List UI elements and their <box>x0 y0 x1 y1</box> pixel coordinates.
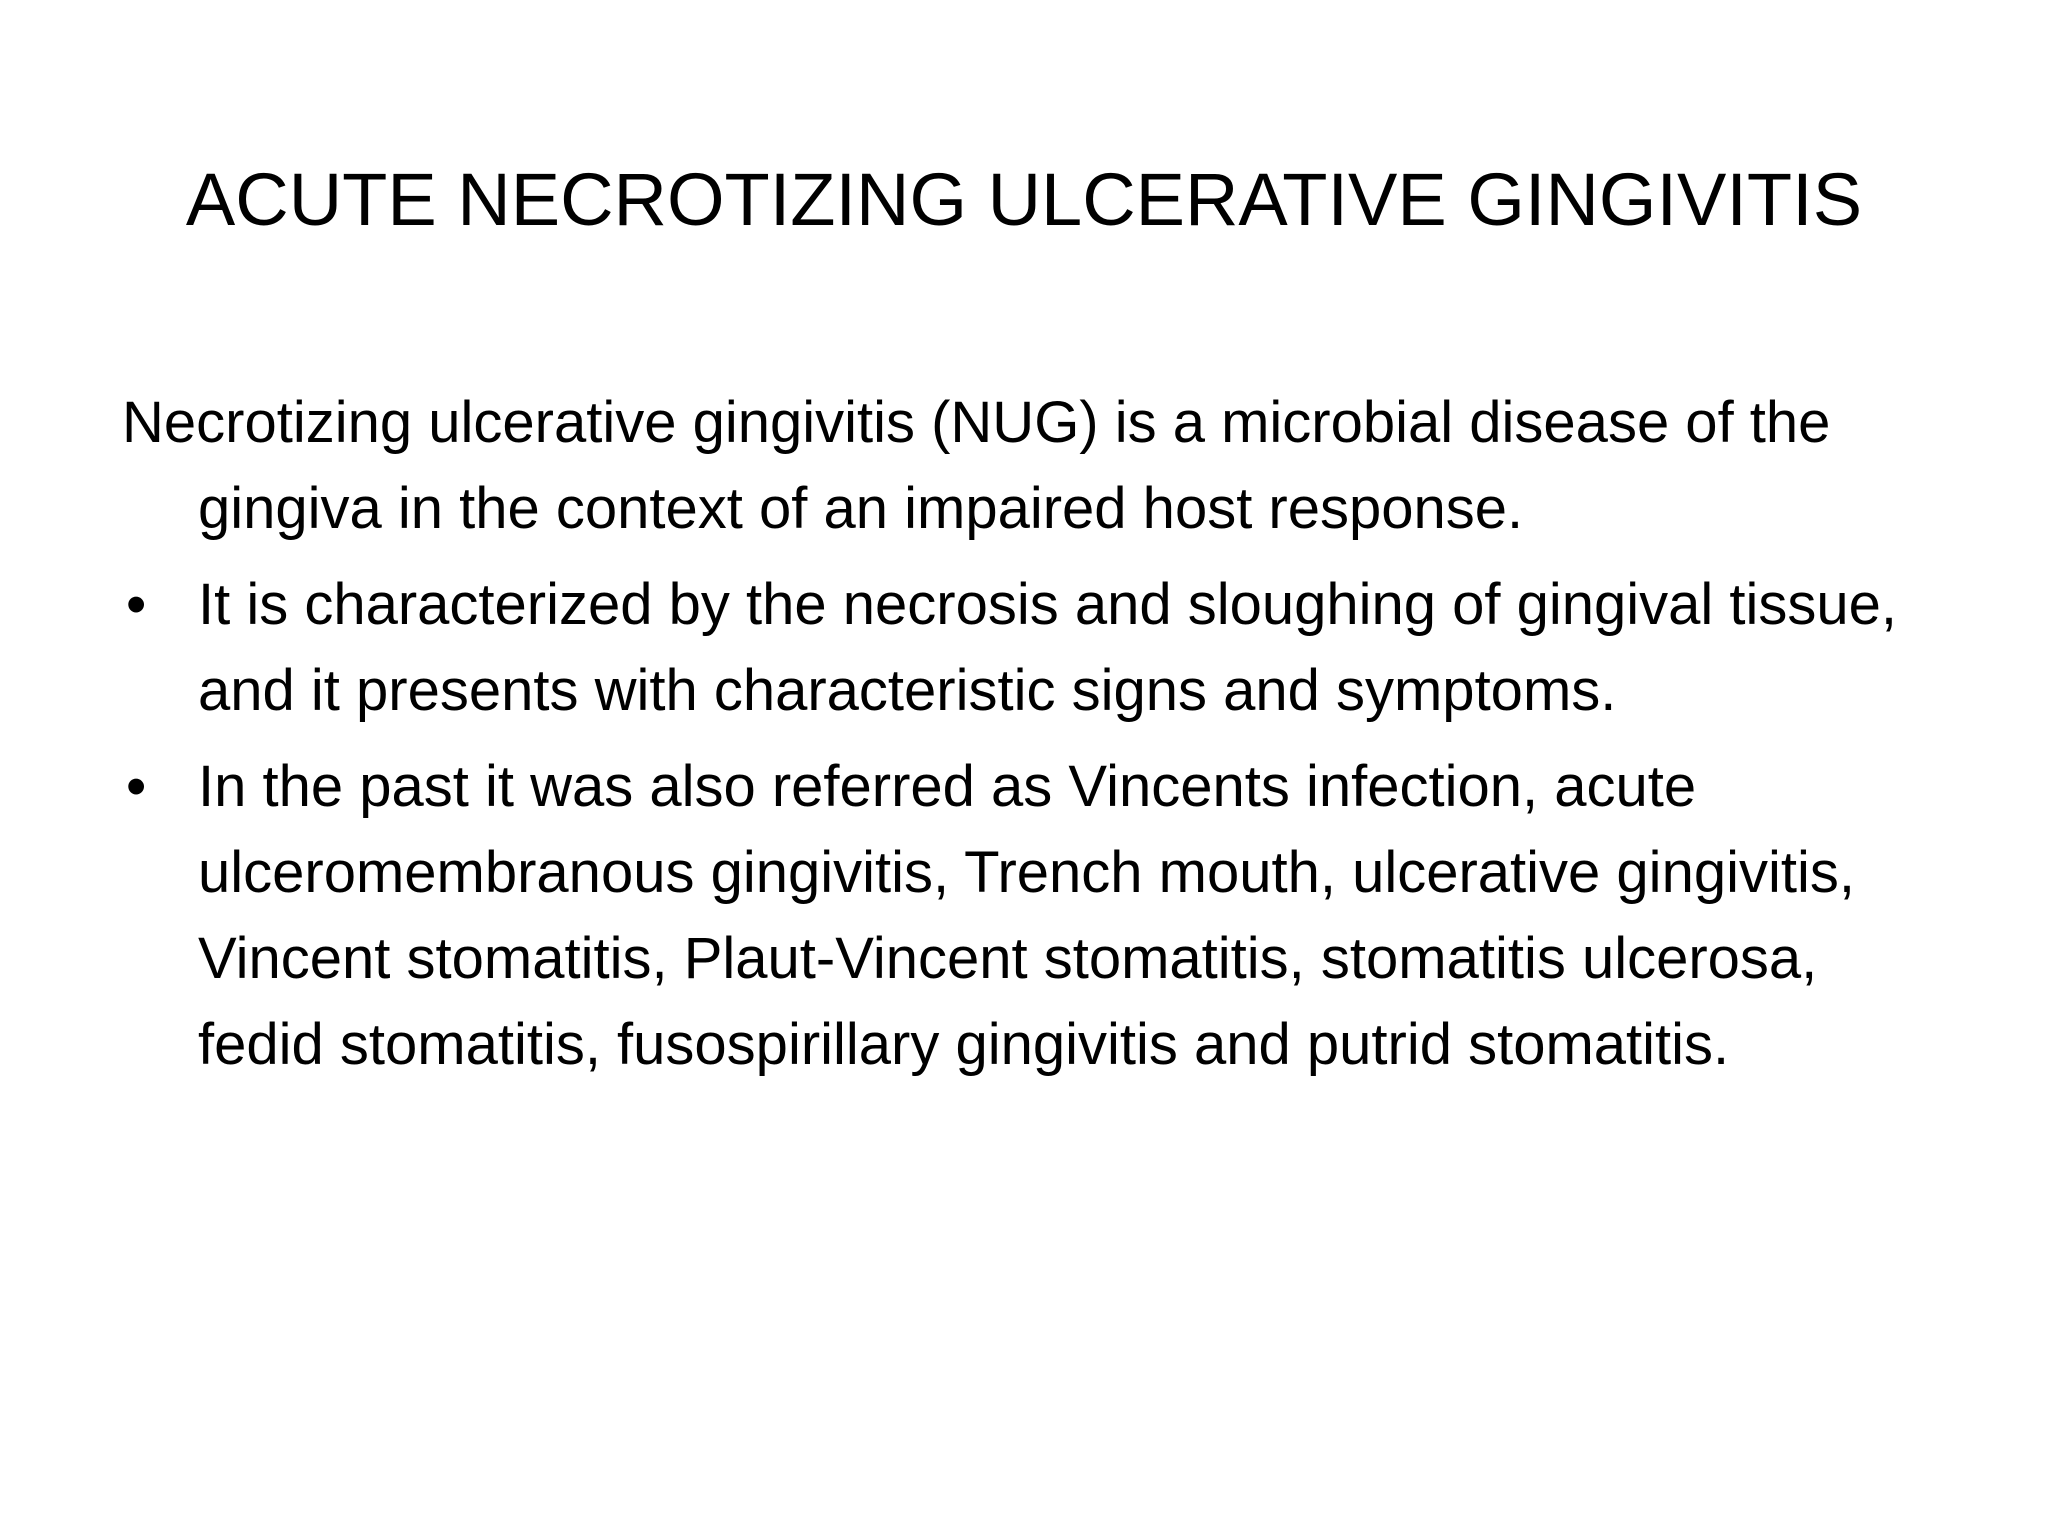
bullet-text: It is characterized by the necrosis and sloughing of gingival tissue, and it presents with characteristic signs and symptoms. <box>198 572 1898 723</box>
slide-title: ACUTE NECROTIZING ULCERATIVE GINGIVITIS <box>185 158 1863 241</box>
intro-paragraph: Necrotizing ulcerative gingivitis (NUG) is a microbial disease of the gingiva in the context of an impaired host response. <box>122 390 1831 541</box>
bullet-item-1 <box>122 562 1952 734</box>
bullet-dot-icon: • <box>126 754 147 819</box>
bullet-text: In the past it was also referred as Vincents infection, acute ulceromembranous gingivitis, Trench mouth, ulcerative gingivitis, Vincent stomatitis, Plaut-Vincent stomatitis, stomatitis ulcerosa, fedid stomatitis, fusospirillary gingivitis and putrid stomatitis. <box>198 754 1855 1077</box>
bullet-item-2 <box>122 744 1952 1088</box>
slide-body <box>122 380 1952 1098</box>
bullet-dot-icon: • <box>126 572 147 637</box>
